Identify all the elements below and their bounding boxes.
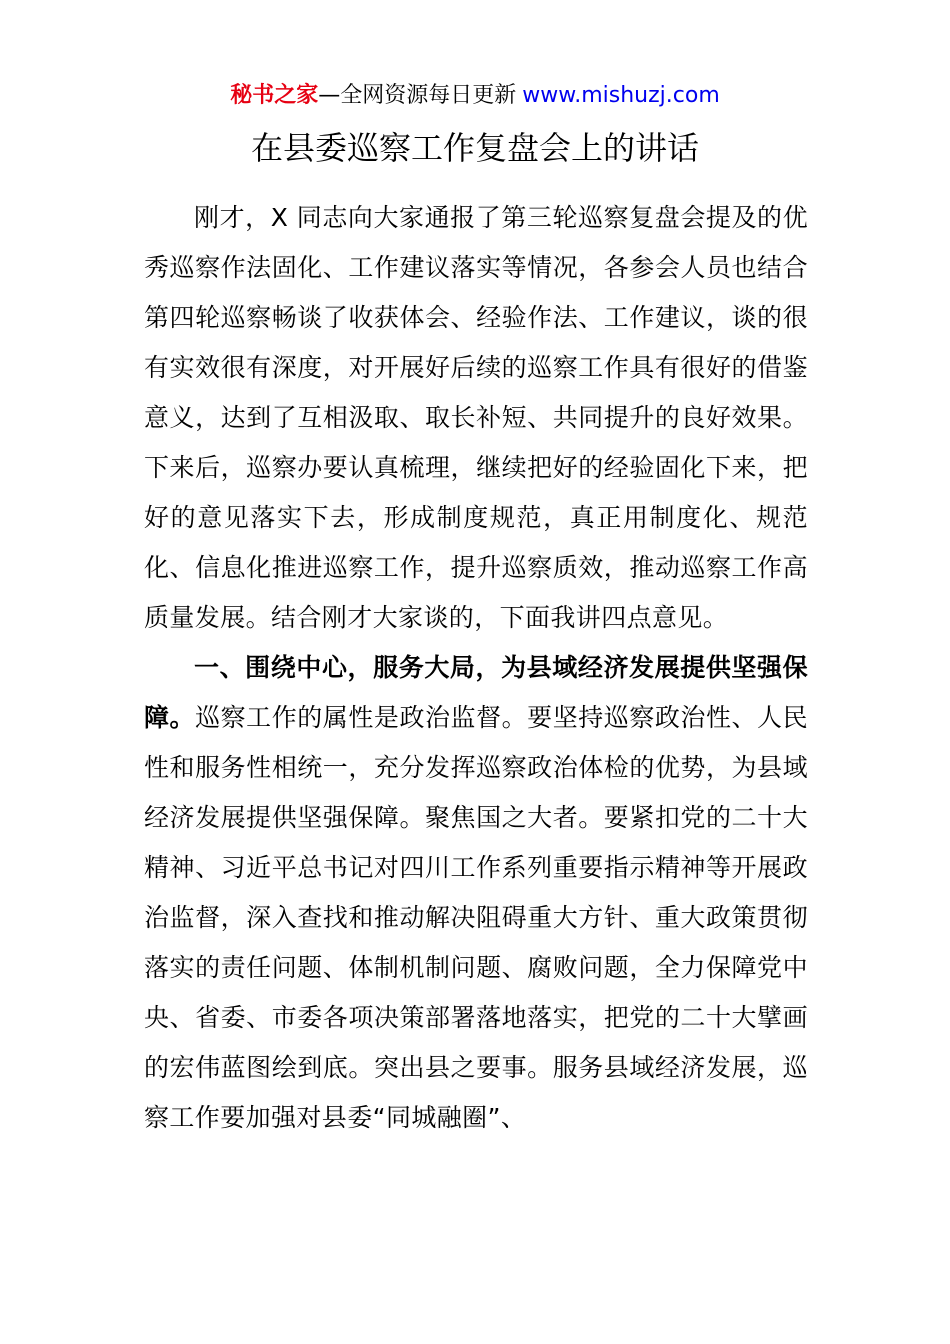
section-1-text: 巡察工作的属性是政治监督。要坚持巡察政治性、人民性和服务性相统一，充分发挥巡察政治体检的优势，为县域经济发展提供坚强保障。聚焦国之大者。要紧扣党的二十大精神、习近平总书记对四川工作系列重要指示精神等开展政治监督，深入查找和推动解决阻碍重大方针、重大政策贯彻落实的责任问题、体制机制问题、腐败问题，全力保障党中央、省委、市委各项决策部署落地落实，把党的二十大擘画的宏伟蓝图绘到底。突出县之要事。服务县域经济发展，巡察工作要加强对县委“同城融圈”、 (144, 703, 808, 1132)
document-body (144, 193, 808, 1143)
section-1-paragraph (144, 643, 808, 1143)
section-1-heading: 一、围绕中心，服务大局，为县域经济发展提供坚强保障。 (144, 653, 808, 732)
document-title: 在县委巡察工作复盘会上的讲话 (250, 129, 699, 167)
site-url-link[interactable]: www.mishuzj.com (522, 83, 720, 108)
header-tagline: —全网资源每日更新 (318, 83, 517, 108)
intro-paragraph: 刚才，X 同志向大家通报了第三轮巡察复盘会提及的优秀巡察作法固化、工作建议落实等情况，各参会人员也结合第四轮巡察畅谈了收获体会、经验作法、工作建议，谈的很有实效很有深度，对开展好后续的巡察工作具有很好的借鉴意义，达到了互相汲取、取长补短、共同提升的良好效果。下来后，巡察办要认真梳理，继续把好的经验固化下来，把好的意见落实下去，形成制度规范，真正用制度化、规范化、信息化推进巡察工作，提升巡察质效，推动巡察工作高质量发展。结合刚才大家谈的，下面我讲四点意见。 (144, 203, 808, 632)
brand-name: 秘书之家 (230, 83, 319, 108)
site-header (0, 80, 950, 112)
